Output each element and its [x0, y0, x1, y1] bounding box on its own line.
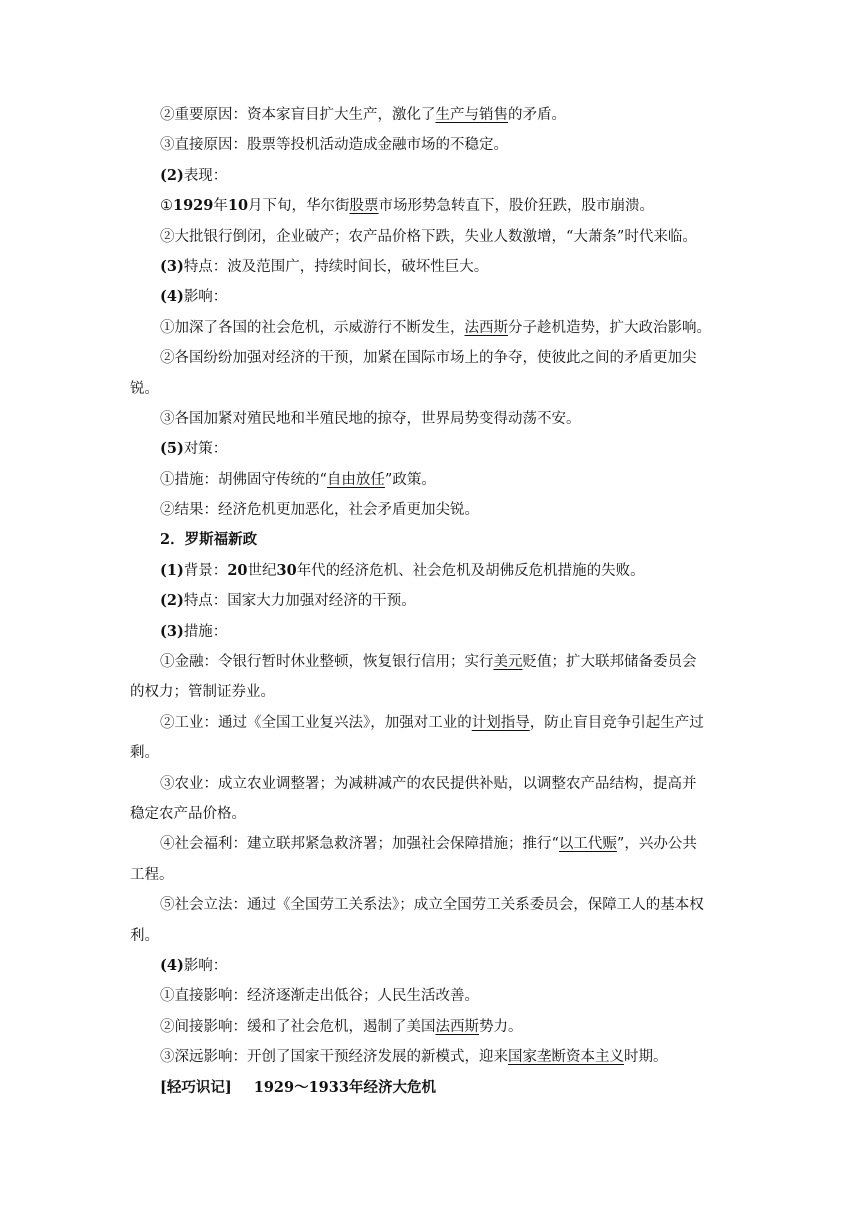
paragraph-industry: [130, 708, 732, 738]
memory-tip-heading: [130, 1073, 732, 1103]
text: ①措施：胡佛固守传统的“: [160, 471, 327, 488]
heading-measures: [130, 617, 732, 647]
text: 年代的经济危机、社会危机及胡佛反危机措施的失败。: [296, 562, 645, 579]
text: 世纪: [247, 562, 277, 579]
text: 时期。: [624, 1049, 668, 1066]
underlined-term: 美元: [493, 654, 523, 671]
paragraph-result: ②结果：经济危机更加恶化，社会矛盾更加尖锐。: [160, 502, 479, 519]
document-body: [130, 100, 732, 1103]
paragraph-legislation: ⑤社会立法：通过《全国劳工关系法》；成立全国劳工关系委员会，保障工人的基本权: [160, 897, 704, 914]
heading-countermeasures: [130, 434, 732, 464]
paragraph-legislation-cont: 利。: [130, 927, 159, 944]
text: 表现：: [183, 167, 228, 184]
item-number: (2): [160, 592, 184, 610]
paragraph-bank-failures: ②大批银行倒闭，企业破产；农产品价格下跌，失业人数激增，“大萧条”时代来临。: [160, 228, 697, 245]
item-number: (5): [160, 440, 184, 458]
text: 贬值；扩大联邦储备委员会: [522, 654, 697, 671]
text: 市场形势急转直下，股价狂跌，股市崩溃。: [378, 198, 655, 215]
paragraph-background: [130, 556, 732, 586]
text: 对策：: [183, 441, 228, 458]
paragraph-finance-cont: 的权力；管制证券业。: [130, 684, 275, 701]
year-number: 1929: [173, 197, 214, 215]
section-heading-new-deal: 2．罗斯福新政: [160, 531, 258, 549]
underlined-term: 法西斯: [464, 319, 508, 336]
paragraph-new-deal-features: [130, 586, 732, 616]
paragraph-agriculture-cont: 稳定农产品价格。: [130, 805, 246, 822]
underlined-term: 股票: [349, 198, 379, 215]
number: 30: [276, 561, 297, 579]
heading-impact: [130, 282, 732, 312]
paragraph-industry-cont: 剩。: [130, 745, 159, 762]
paragraph-direct-cause: ③直接原因：股票等投机活动造成金融市场的不稳定。: [160, 137, 508, 154]
heading-features: [130, 252, 732, 282]
heading-new-deal-impact: [130, 951, 732, 981]
text: ④社会福利：建立联邦紧急救济署；加强社会保障措施；推行“: [160, 836, 559, 853]
item-number: (1): [160, 561, 184, 579]
underlined-term: 自由放任: [326, 471, 385, 488]
paragraph-hoover-measures: [130, 465, 732, 495]
underlined-term: 国家垄断资本主义: [508, 1049, 624, 1066]
item-number: (4): [160, 956, 184, 974]
text: ”，兴办公共: [616, 836, 697, 853]
paragraph-intervention-cont: 锐。: [130, 380, 159, 397]
underlined-term: 法西斯: [435, 1018, 479, 1035]
memory-tip-tag: [轻巧识记]: [160, 1078, 232, 1096]
underlined-term: 计划指导: [471, 714, 530, 731]
text: 影响：: [183, 957, 228, 974]
paragraph-welfare-cont: 工程。: [130, 866, 174, 883]
paragraph-finance: [130, 647, 732, 677]
text: 势力。: [479, 1018, 523, 1035]
underlined-term: 以工代赈: [558, 836, 617, 853]
paragraph-far-reaching-impact: [130, 1042, 732, 1072]
text: ”政策。: [384, 471, 436, 488]
text: 影响：: [183, 289, 228, 306]
heading-manifestation: [130, 161, 732, 191]
paragraph-colonies: ③各国加紧对殖民地和半殖民地的掠夺，世界局势变得动荡不安。: [160, 410, 581, 427]
underlined-term: 生产与销售: [435, 107, 508, 123]
text: ②间接影响：缓和了社会危机，遏制了美国: [160, 1018, 436, 1035]
text: ，防止盲目竞争引起生产过: [529, 714, 704, 731]
month-number: 10: [227, 197, 249, 215]
paragraph-intervention: ②各国纷纷加强对经济的干预，加紧在国际市场上的争夺，使彼此之间的矛盾更加尖: [160, 350, 697, 367]
paragraph-crash: [130, 191, 732, 221]
paragraph-agriculture: ③农业：成立农业调整署；为减耕减产的农民提供补贴，以调整农产品结构，提高并: [160, 775, 697, 792]
paragraph-welfare: [130, 829, 732, 859]
item-number: (3): [160, 257, 184, 275]
paragraph-social-crisis: [130, 313, 732, 343]
text: 措施：: [183, 623, 228, 640]
text: 背景：: [183, 562, 228, 579]
text: ①金融：令银行暂时休业整顿，恢复银行信用；实行: [160, 654, 494, 671]
text: 分子趁机造势，扩大政治影响。: [508, 319, 711, 336]
text: 的矛盾。: [508, 107, 566, 123]
paragraph-important-cause: [130, 100, 732, 130]
text: ①: [160, 198, 173, 215]
text: ①加深了各国的社会危机，示威游行不断发生，: [160, 319, 465, 336]
text: 月下旬，华尔街: [248, 198, 350, 215]
number: 20: [227, 561, 248, 579]
text: 年: [213, 198, 228, 215]
text: 特点：国家大力加强对经济的干预。: [183, 593, 416, 610]
text: 特点：波及范围广，持续时间长，破坏性巨大。: [183, 258, 489, 275]
item-number: (2): [160, 166, 184, 184]
item-number: (4): [160, 288, 184, 306]
text: ②工业：通过《全国工业复兴法》，加强对工业的: [160, 714, 472, 731]
paragraph-direct-impact: ①直接影响：经济逐渐走出低谷；人民生活改善。: [160, 988, 479, 1005]
text: ②重要原因：资本家盲目扩大生产，激化了: [160, 107, 436, 123]
text: ③深远影响：开创了国家干预经济发展的新模式，迎来: [160, 1049, 508, 1066]
text: 年经济大危机: [348, 1078, 436, 1096]
year-range: 1929～1933: [253, 1078, 349, 1096]
paragraph-indirect-impact: [130, 1012, 732, 1042]
item-number: (3): [160, 622, 184, 640]
